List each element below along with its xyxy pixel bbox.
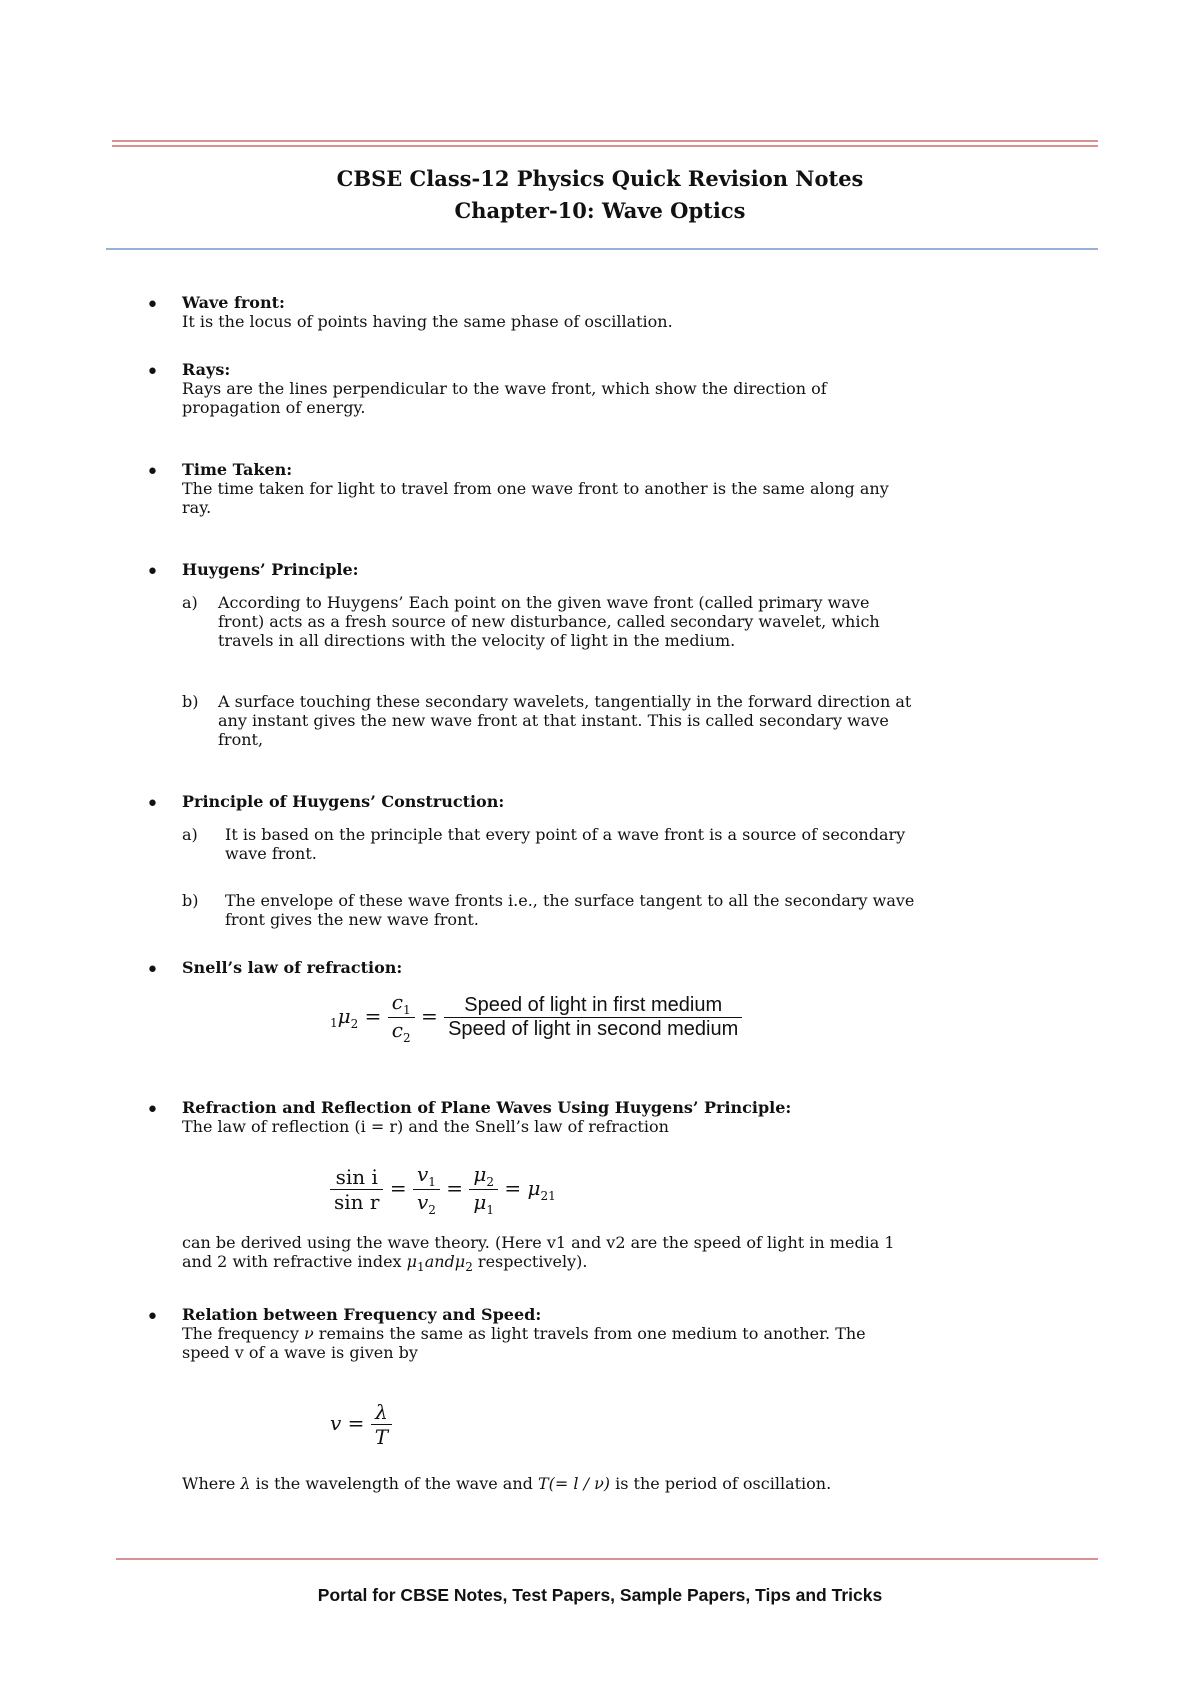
fraction: $\frac{v_1}{v_2}$ [413, 1162, 440, 1217]
section-refraction-reflection [146, 1098, 1102, 1136]
fraction-numerator: λ [371, 1400, 392, 1425]
fraction: $\frac{c_1}{c_2}$ [388, 990, 415, 1045]
section-refraction-continued [182, 1233, 1102, 1274]
bullet: • [146, 360, 159, 385]
section-frequency-speed-continued [182, 1474, 1102, 1493]
list-label: a) [182, 825, 198, 844]
section-heading: Snell’s law of refraction: [182, 958, 403, 977]
formula-symbol: μ [527, 1176, 541, 1200]
section-heading: Huygens’ Principle: [182, 560, 359, 579]
bullet: • [146, 958, 159, 983]
section-text [182, 1474, 1102, 1493]
bullet: • [146, 792, 159, 817]
speed-formula [330, 1400, 392, 1449]
formula-symbol: μ [406, 1252, 418, 1271]
section-text: ray. [182, 498, 212, 517]
section-text: speed v of a wave is given by [182, 1343, 418, 1362]
list-item-b [182, 692, 1102, 749]
fraction-denominator: sin r [334, 1190, 380, 1214]
list-text: travels in all directions with the velocity of light in the medium. [218, 631, 736, 650]
section-frequency-speed [146, 1305, 1102, 1362]
section-time-taken [146, 460, 1102, 517]
section-heading: Principle of Huygens’ Construction: [182, 792, 505, 811]
top-rule [112, 140, 1098, 142]
section-text: It is the locus of points having the same phase of oscillation. [182, 312, 673, 331]
list-text: front) acts as a fresh source of new disturbance, called secondary wavelet, which [218, 612, 880, 631]
section-wavefront [146, 293, 1102, 331]
formula-symbol: c [391, 990, 403, 1014]
section-text: The law of reflection (i = r) and the Snell’s law of refraction [182, 1117, 669, 1136]
bullet: • [146, 1305, 159, 1330]
list-label: b) [182, 891, 199, 910]
list-item-a [182, 825, 1109, 863]
formula-symbol: μ [337, 1004, 351, 1028]
document-title: CBSE Class-12 Physics Quick Revision Notes [336, 166, 864, 191]
formula-symbol: ν [303, 1324, 314, 1343]
list-text: It is based on the principle that every point of a wave front is a source of secondary [225, 825, 906, 844]
formula-symbol: μ [473, 1190, 487, 1214]
list-label: a) [182, 593, 198, 612]
list-text: wave front. [225, 844, 317, 863]
formula-word: and [424, 1252, 455, 1271]
bullet: • [146, 1098, 159, 1123]
section-text: The time taken for light to travel from one wave front to another is the same along any [182, 479, 889, 498]
section-heading: Relation between Frequency and Speed: [182, 1305, 542, 1324]
list-text: front, [218, 730, 264, 749]
list-text: According to Huygens’ Each point on the given wave front (called primary wave [218, 593, 870, 612]
section-heading: Refraction and Reflection of Plane Waves Using Huygens’ Principle: [182, 1098, 792, 1117]
list-text: The envelope of these wave fronts i.e., the surface tangent to all the secondary wave [225, 891, 915, 910]
text-run: respectively). [472, 1252, 588, 1271]
formula-symbol: μ [473, 1162, 487, 1186]
section-text: and 2 with refractive index $\mu_1and\mu_2$ respectively). [182, 1252, 588, 1275]
footer-rule [116, 1558, 1098, 1560]
fraction-denominator: Speed of light in second medium [448, 1018, 739, 1040]
snell-formula: $_1\mu_2$ = $\frac{c_1}{c_2}$ = $\frac{\text{Speed of light in first medium}}{\text{Speed of light in second medium}}$ [330, 990, 742, 1045]
section-huygens-construction [146, 792, 1102, 817]
section-heading: Time Taken: [182, 460, 293, 479]
text-run: The frequency [182, 1324, 304, 1343]
text-run: is the period of oscillation. [610, 1474, 832, 1493]
list-text: front gives the new wave front. [225, 910, 479, 929]
formula-symbol: v = [330, 1411, 365, 1435]
formula-symbol: λ [240, 1474, 251, 1493]
bullet: • [146, 460, 159, 485]
fraction: $\frac{\mu_2}{\mu_1}$ [469, 1162, 498, 1217]
fraction [371, 1400, 392, 1449]
text-run: remains the same as light travels from one medium to another. The [313, 1324, 866, 1343]
formula-symbol: v [416, 1162, 429, 1186]
bullet: • [146, 560, 159, 585]
fraction-numerator: Speed of light in first medium [444, 994, 742, 1018]
fraction [330, 1165, 383, 1214]
formula-symbol: v [416, 1190, 429, 1214]
text-run: Where [182, 1474, 241, 1493]
fraction [444, 994, 742, 1041]
formula-symbol: T(= l / ν) [537, 1474, 611, 1493]
list-item-b [182, 891, 1109, 929]
section-text [182, 1324, 1102, 1343]
list-label: b) [182, 692, 199, 711]
section-huygens-principle [146, 560, 1102, 585]
fraction-numerator: sin i [330, 1165, 383, 1190]
header-rule [106, 248, 1098, 250]
section-heading: Rays: [182, 360, 231, 379]
section-snell [146, 958, 1102, 983]
fraction-denominator: T [374, 1425, 389, 1449]
list-text: any instant gives the new wave front at that instant. This is called secondary wave [218, 711, 889, 730]
section-text: propagation of energy. [182, 398, 366, 417]
text-run: is the wavelength of the wave and [250, 1474, 538, 1493]
top-rule-2 [112, 145, 1098, 147]
page-footer: Portal for CBSE Notes, Test Papers, Sample Papers, Tips and Tricks [317, 1585, 883, 1605]
section-rays [146, 360, 1102, 417]
list-item-a [182, 593, 1102, 650]
page-header [0, 163, 1200, 227]
section-heading: Wave front: [182, 293, 285, 312]
section-text: can be derived using the wave theory. (Here v1 and v2 are the speed of light in media 1 [182, 1233, 895, 1252]
chapter-title: Chapter-10: Wave Optics [454, 198, 746, 223]
text-run: and 2 with refractive index [182, 1252, 407, 1271]
refraction-formula: $\frac{\text{sin i}}{\text{sin r}}$ = $\frac{v_1}{v_2}$ = $\frac{\mu_2}{\mu_1}$ = $\mu_{21}$ [330, 1162, 556, 1217]
bullet: • [146, 293, 159, 318]
list-text: A surface touching these secondary wavelets, tangentially in the forward direction at [218, 692, 912, 711]
formula-symbol: c [391, 1018, 403, 1042]
section-text: Rays are the lines perpendicular to the wave front, which show the direction of [182, 379, 827, 398]
